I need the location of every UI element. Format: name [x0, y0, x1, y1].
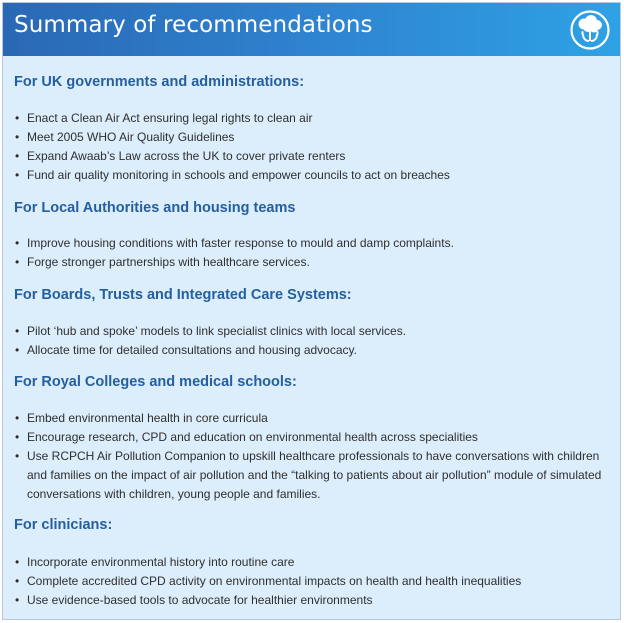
bullet-icon: • — [15, 236, 20, 250]
section-heading: For Boards, Trusts and Integrated Care Systems: — [14, 287, 352, 303]
bullet-icon: • — [15, 593, 20, 607]
section-heading: For clinicians: — [14, 517, 113, 533]
recommendations-panel: Summary of recommendations For UK governments and administrations: • Enact a Clean Air Act ensuring legal rights to clean air • Meet 2005 WHO Air Quality Guidelines • Expand Awaab’s Law across the UK to cover private renters • Fund air quality monitoring in schools and empower councils to act on breaches For Local Authorities and housing teams • Improve housing conditions with faster response to mould and damp complaints. • Forge stronger partnerships with healthcare services. For Boards, Trusts and Integrated Care Systems: • Pilot ‘hub and spoke’ models to link specialist clinics with local services. • Allocate time for detailed consultations and housing advocacy. For Royal Colleges and medical schools: • Embed environmental health in core curricula • Encourage research, CPD and education on environmental health across specialities • Use RCPCH Air Pollution Companion to upskill healthcare professionals to have conversations with children and families on the impact of air pollution and the “talking to patients about air pollution” module of simulated conversations with children, young people and families. For clinicians: • Incorporate environmental history into routine care • Complete accredited CPD activity on environmental impacts on health and health inequalities • Use evidence-based tools to advocate for healthier environments — [2, 2, 621, 620]
bullet-icon: • — [15, 430, 20, 444]
bullet-icon: • — [15, 324, 20, 338]
bullet-icon: • — [15, 343, 20, 357]
page-title: Summary of recommendations — [14, 12, 373, 38]
bullet-icon: • — [15, 149, 20, 163]
section-heading: For UK governments and administrations: — [14, 74, 305, 90]
section-heading: For Local Authorities and housing teams — [14, 200, 296, 216]
bullet-icon: • — [15, 111, 20, 125]
tree-hands-logo-icon — [570, 10, 610, 50]
bullet-icon: • — [15, 255, 20, 269]
bullet-icon: • — [15, 574, 20, 588]
bullet-icon: • — [15, 449, 20, 463]
bullet-icon: • — [15, 130, 20, 144]
header-bar — [3, 3, 620, 56]
section-heading: For Royal Colleges and medical schools: — [14, 374, 297, 390]
bullet-icon: • — [15, 168, 20, 182]
bullet-icon: • — [15, 555, 20, 569]
bullet-icon: • — [15, 411, 20, 425]
